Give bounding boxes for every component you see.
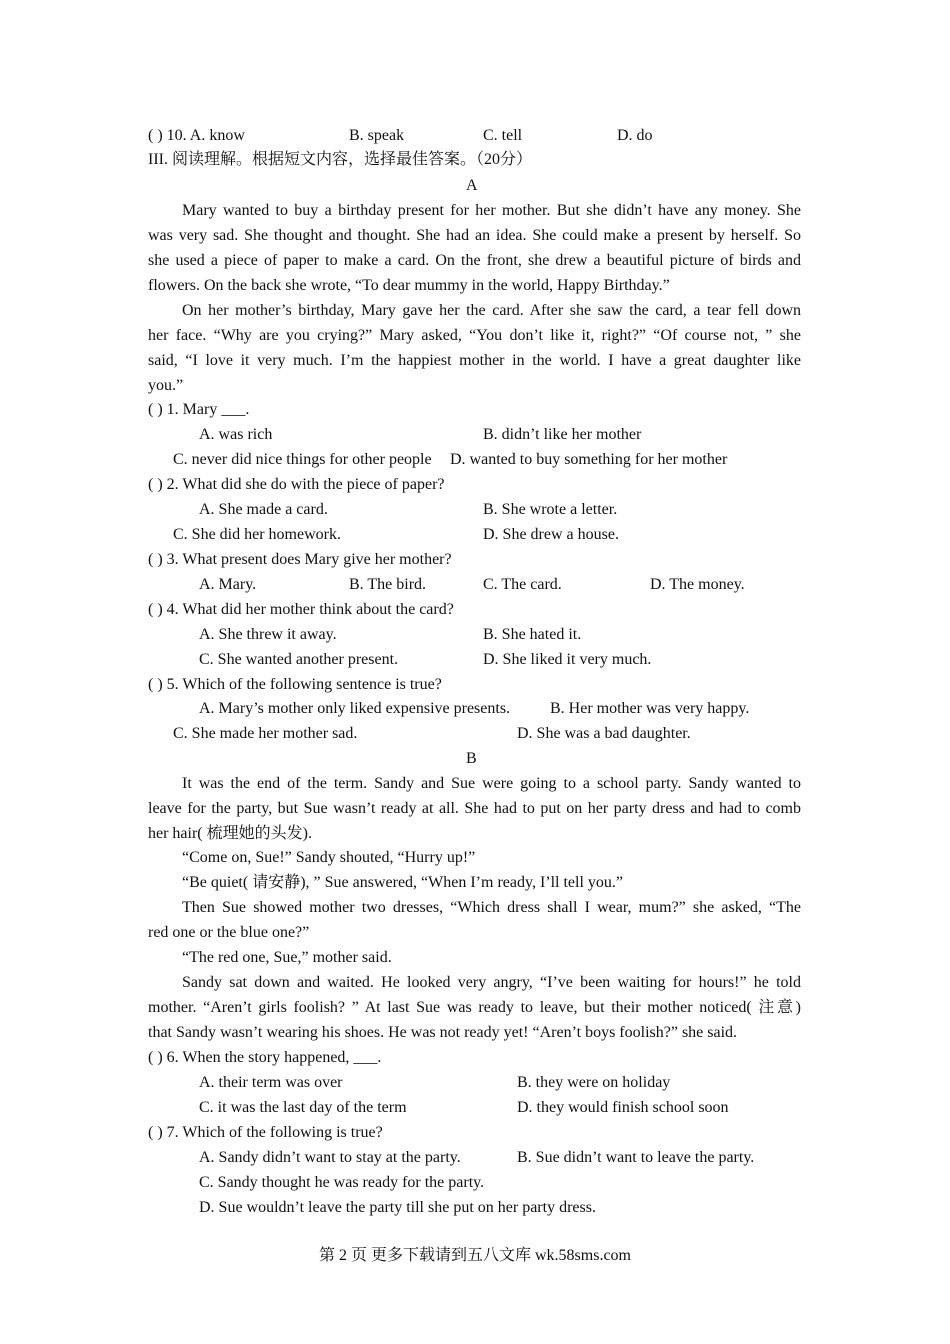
option-d: D. wanted to buy something for her mother (450, 451, 728, 468)
question-stem: ( ) 1. Mary ___. (148, 401, 250, 418)
option-c: C. She wanted another present. (199, 651, 399, 668)
option-b: B. She wrote a letter. (483, 501, 618, 518)
passage-line: Mary wanted to buy a birthday present for her mother. But she didn’t have any money. She (182, 202, 801, 219)
passage-line: leave for the party, but Sue wasn’t ready at all. She had to put on her party dress and had to comb (148, 800, 801, 817)
passage-line: mother. “Aren’t girls foolish? ” At last Sue was ready to leave, but their mother noticed( 注意) (148, 999, 801, 1016)
option-d: D. they would finish school soon (517, 1099, 729, 1116)
question-stem: ( ) 5. Which of the following sentence is true? (148, 676, 442, 693)
option-a: A. She threw it away. (199, 626, 337, 643)
option-b: B. didn’t like her mother (483, 426, 642, 443)
passage-line: “Come on, Sue!” Sandy shouted, “Hurry up!” (182, 849, 476, 866)
option-c: C. She made her mother sad. (173, 725, 358, 742)
passage-line: flowers. On the back she wrote, “To dear mummy in the world, Happy Birthday.” (148, 277, 670, 294)
option-c: C. tell (483, 127, 523, 144)
option-c: C. She did her homework. (173, 526, 341, 543)
option-a: A. their term was over (199, 1074, 343, 1091)
passage-line: she used a piece of paper to make a card. On the front, she drew a beautiful picture of birds and (148, 252, 801, 269)
question-stem: ( ) 3. What present does Mary give her mother? (148, 551, 452, 568)
option-d: D. She liked it very much. (483, 651, 652, 668)
passage-line: said, “I love it very much. I’m the happiest mother in the world. I have a great daughter like (148, 352, 801, 369)
passage-line: her hair( 梳理她的头发). (148, 825, 312, 842)
passage-line: you.” (148, 377, 184, 394)
option-a: A. Sandy didn’t want to stay at the party. (199, 1149, 461, 1166)
option-a: A. was rich (199, 426, 273, 443)
option-b: B. speak (349, 127, 405, 144)
passage-title: B (466, 750, 477, 767)
option-c: C. it was the last day of the term (199, 1099, 407, 1116)
passage-line: Sandy sat down and waited. He looked very angry, “I’ve been waiting for hours!” he told (182, 974, 801, 991)
page-footer: 第 2 页 更多下载请到五八文库 wk.58sms.com (318, 1247, 631, 1264)
question-stem: ( ) 2. What did she do with the piece of paper? (148, 476, 445, 493)
passage-line: her face. “Why are you crying?” Mary asked, “You don’t like it, right?” “Of course not, ” she (148, 327, 801, 344)
passage-title: A (466, 177, 478, 194)
passage-line: was very sad. She thought and thought. She had an idea. She could make a present by herself. So (148, 227, 801, 244)
passage-line: On her mother’s birthday, Mary gave her the card. After she saw the card, a tear fell down (182, 302, 801, 319)
passage-line: “The red one, Sue,” mother said. (182, 949, 392, 966)
option-b: B. Her mother was very happy. (550, 700, 750, 717)
option-d: D. She was a bad daughter. (517, 725, 691, 742)
question-stem: ( ) 10. A. know (148, 127, 245, 144)
option-b: B. they were on holiday (517, 1074, 671, 1091)
option-a: A. Mary’s mother only liked expensive presents. (199, 700, 511, 717)
option-c: C. The card. (483, 576, 562, 593)
question-stem: ( ) 4. What did her mother think about the card? (148, 601, 454, 618)
option-d: D. The money. (650, 576, 745, 593)
option-a: A. Mary. (199, 576, 257, 593)
option-d: D. She drew a house. (483, 526, 619, 543)
option-d: D. do (617, 127, 653, 144)
option-d: D. Sue wouldn’t leave the party till she put on her party dress. (199, 1199, 596, 1216)
passage-line: It was the end of the term. Sandy and Sue were going to a school party. Sandy wanted to (182, 775, 801, 792)
question-stem: ( ) 6. When the story happened, ___. (148, 1049, 382, 1066)
option-a: A. She made a card. (199, 501, 328, 518)
question-stem: ( ) 7. Which of the following is true? (148, 1124, 383, 1141)
section-heading: III. 阅读理解。根据短文内容，选择最佳答案。（20分） (148, 151, 532, 168)
passage-line: that Sandy wasn’t wearing his shoes. He was not ready yet! “Aren’t boys foolish?” she said. (148, 1024, 738, 1041)
option-c: C. never did nice things for other people (173, 451, 432, 468)
option-b: B. Sue didn’t want to leave the party. (517, 1149, 755, 1166)
option-c: C. Sandy thought he was ready for the party. (199, 1174, 485, 1191)
passage-line: Then Sue showed mother two dresses, “Which dress shall I wear, mum?” she asked, “The (182, 899, 801, 916)
passage-line: red one or the blue one?” (148, 924, 310, 941)
passage-line: “Be quiet( 请安静), ” Sue answered, “When I’m ready, I’ll tell you.” (182, 874, 624, 891)
option-b: B. She hated it. (483, 626, 582, 643)
option-b: B. The bird. (349, 576, 427, 593)
